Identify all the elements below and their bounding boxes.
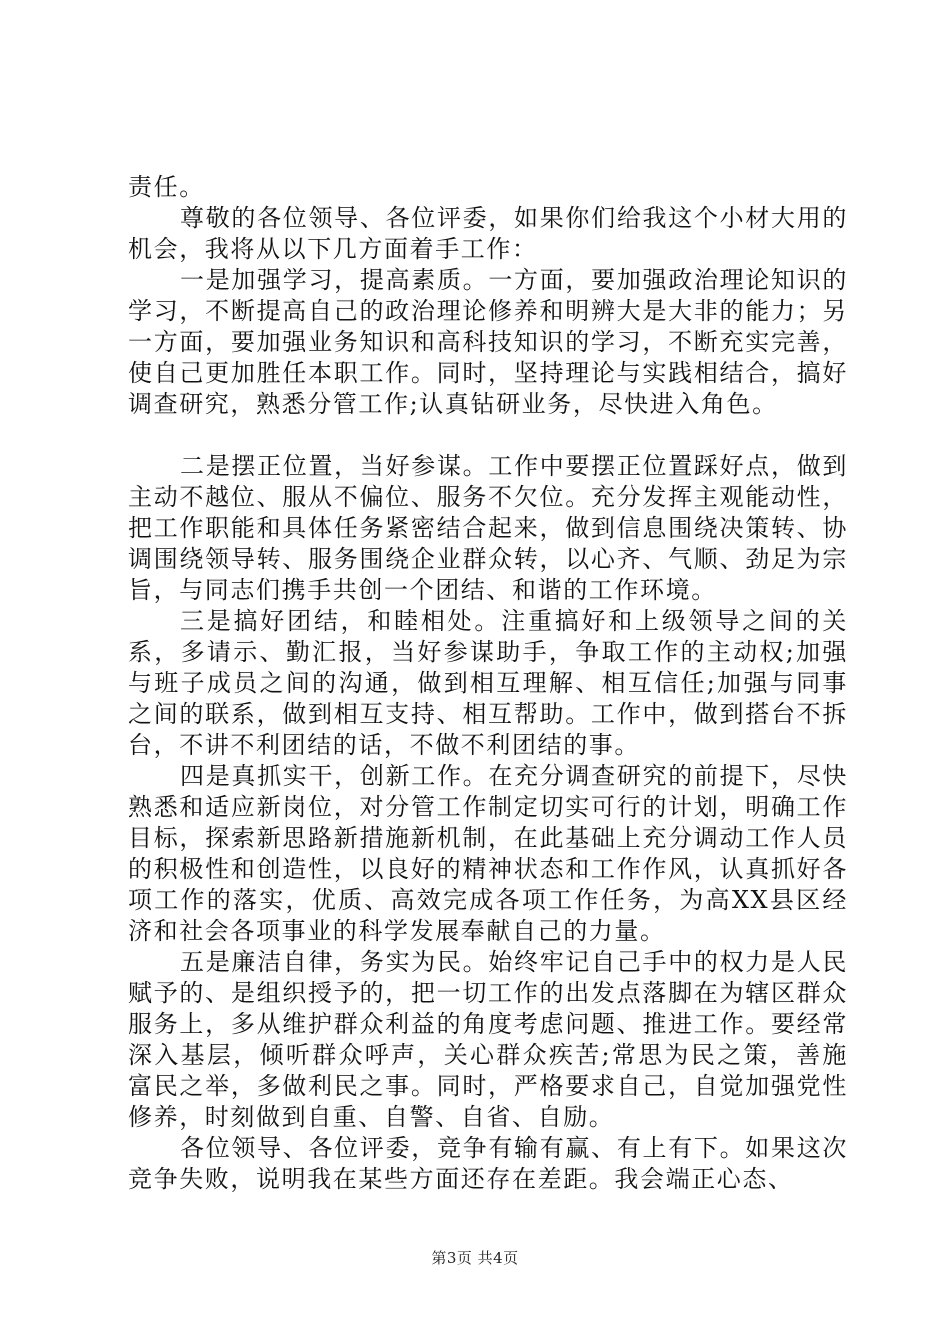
paragraph-point-3: 三是搞好团结，和睦相处。注重搞好和上级领导之间的关系，多请示、勤汇报，当好参谋助手，争取工作的主动权;加强与班子成员之间的沟通，做到相互理解、相互信任;加强与同事之间的联系，做到相互支持、相互帮助。工作中，做到搭台不拆台，不讲不利团结的话，不做不利团结的事。 <box>128 607 848 759</box>
paragraph-point-2: 二是摆正位置，当好参谋。工作中要摆正位置踩好点，做到主动不越位、服从不偏位、服务不欠位。充分发挥主观能动性，把工作职能和具体任务紧密结合起来，做到信息围绕决策转、协调围绕领导转、服务围绕企业群众转，以心齐、气顺、劲足为宗旨，与同志们携手共创一个团结、和谐的工作环境。 <box>128 452 848 604</box>
paragraph-intro: 尊敬的各位领导、各位评委，如果你们给我这个小材大用的机会，我将从以下几方面着手工作： <box>128 204 848 263</box>
page-number-footer: 第3页 共4页 <box>431 1249 519 1267</box>
paragraph-closing: 各位领导、各位评委，竞争有输有赢、有上有下。如果这次竞争失败，说明我在某些方面还存在差距。我会端正心态、 <box>128 1134 848 1193</box>
document-body <box>128 172 848 1195</box>
paragraph-point-5: 五是廉洁自律，务实为民。始终牢记自己手中的权力是人民赋予的、是组织授予的，把一切工作的出发点落脚在为辖区群众服务上，多从维护群众利益的角度考虑问题、推进工作。要经常深入基层，倾听群众呼声，关心群众疾苦;常思为民之策，善施富民之举，多做利民之事。同时，严格要求自己，自觉加强党性修养，时刻做到自重、自警、自省、自励。 <box>128 948 848 1131</box>
paragraph-point-1: 一是加强学习，提高素质。一方面，要加强政治理论知识的学习，不断提高自己的政治理论修养和明辨大是大非的能力；另一方面，要加强业务知识和高科技知识的学习，不断充实完善，使自己更加胜任本职工作。同时，坚持理论与实践相结合，搞好调查研究，熟悉分管工作;认真钻研业务，尽快进入角色。 <box>128 266 848 418</box>
paragraph-point-4: 四是真抓实干，创新工作。在充分调查研究的前提下，尽快熟悉和适应新岗位，对分管工作制定切实可行的计划，明确工作目标，探索新思路新措施新机制，在此基础上充分调动工作人员的积极性和创造性，以良好的精神状态和工作作风，认真抓好各项工作的落实，优质、高效完成各项工作任务，为高XX县区经济和社会各项事业的科学发展奉献自己的力量。 <box>128 762 848 945</box>
paragraph-continuation: 责任。 <box>128 173 205 201</box>
